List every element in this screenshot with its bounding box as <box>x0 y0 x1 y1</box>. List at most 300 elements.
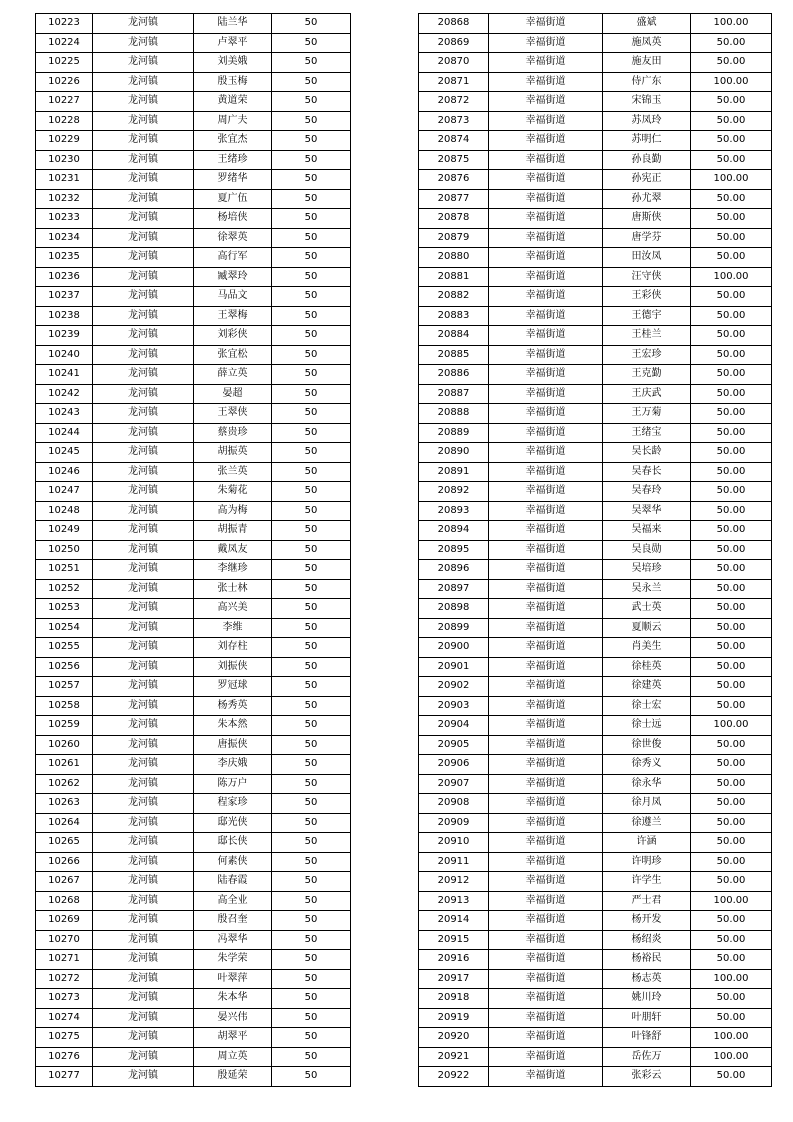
town-cell: 龙河镇 <box>93 677 194 697</box>
table-row <box>36 209 351 229</box>
person-name-cell: 徐士远 <box>603 716 691 736</box>
town-cell: 龙河镇 <box>93 1008 194 1028</box>
serial-number-cell: 20898 <box>419 599 489 619</box>
person-name-cell: 晏超 <box>194 384 272 404</box>
serial-number-cell: 10274 <box>36 1008 93 1028</box>
person-name-cell: 罗绪华 <box>194 170 272 190</box>
town-cell: 幸福街道 <box>489 33 603 53</box>
serial-number-cell: 10240 <box>36 345 93 365</box>
person-name-cell: 杨培侠 <box>194 209 272 229</box>
person-name-cell: 汪守侠 <box>603 267 691 287</box>
amount-cell: 50 <box>272 306 351 326</box>
person-name-cell: 晏兴伟 <box>194 1008 272 1028</box>
table-row <box>36 189 351 209</box>
table-row <box>419 833 772 853</box>
town-cell: 龙河镇 <box>93 384 194 404</box>
amount-cell: 100.00 <box>691 72 772 92</box>
town-cell: 龙河镇 <box>93 560 194 580</box>
person-name-cell: 武士英 <box>603 599 691 619</box>
town-cell: 幸福街道 <box>489 579 603 599</box>
town-cell: 龙河镇 <box>93 696 194 716</box>
amount-cell: 50.00 <box>691 131 772 151</box>
amount-cell: 50.00 <box>691 813 772 833</box>
person-name-cell: 杨志英 <box>603 969 691 989</box>
town-cell: 龙河镇 <box>93 150 194 170</box>
amount-cell: 50 <box>272 1047 351 1067</box>
amount-cell: 50.00 <box>691 950 772 970</box>
amount-cell: 50.00 <box>691 794 772 814</box>
amount-cell: 50 <box>272 755 351 775</box>
serial-number-cell: 20880 <box>419 248 489 268</box>
serial-number-cell: 10250 <box>36 540 93 560</box>
person-name-cell: 王德宇 <box>603 306 691 326</box>
town-cell: 龙河镇 <box>93 657 194 677</box>
serial-number-cell: 20914 <box>419 911 489 931</box>
serial-number-cell: 20910 <box>419 833 489 853</box>
person-name-cell: 邸光侠 <box>194 813 272 833</box>
amount-cell: 50 <box>272 560 351 580</box>
table-row <box>36 930 351 950</box>
person-name-cell: 严士君 <box>603 891 691 911</box>
person-name-cell: 李庆娥 <box>194 755 272 775</box>
table-row <box>419 774 772 794</box>
table-row <box>36 599 351 619</box>
table-row <box>36 150 351 170</box>
table-row <box>36 989 351 1009</box>
serial-number-cell: 20909 <box>419 813 489 833</box>
amount-cell: 100.00 <box>691 1028 772 1048</box>
person-name-cell: 张宜松 <box>194 345 272 365</box>
amount-cell: 50.00 <box>691 404 772 424</box>
serial-number-cell: 10256 <box>36 657 93 677</box>
town-cell: 幸福街道 <box>489 248 603 268</box>
amount-cell: 50.00 <box>691 423 772 443</box>
amount-cell: 50 <box>272 677 351 697</box>
town-cell: 幸福街道 <box>489 618 603 638</box>
person-name-cell: 吴春玲 <box>603 482 691 502</box>
person-name-cell: 姚川玲 <box>603 989 691 1009</box>
person-name-cell: 夏广伍 <box>194 189 272 209</box>
town-cell: 龙河镇 <box>93 774 194 794</box>
person-name-cell: 许涵 <box>603 833 691 853</box>
amount-cell: 50.00 <box>691 599 772 619</box>
amount-cell: 50 <box>272 852 351 872</box>
person-name-cell: 张彩云 <box>603 1067 691 1087</box>
town-cell: 幸福街道 <box>489 267 603 287</box>
table-row <box>36 833 351 853</box>
table-row <box>419 677 772 697</box>
serial-number-cell: 10261 <box>36 755 93 775</box>
table-row <box>36 950 351 970</box>
table-row <box>36 774 351 794</box>
person-name-cell: 唐斯侠 <box>603 209 691 229</box>
person-name-cell: 侍广东 <box>603 72 691 92</box>
town-cell: 龙河镇 <box>93 92 194 112</box>
person-name-cell: 许学生 <box>603 872 691 892</box>
table-row <box>36 53 351 73</box>
town-cell: 幸福街道 <box>489 228 603 248</box>
serial-number-cell: 20892 <box>419 482 489 502</box>
serial-number-cell: 10231 <box>36 170 93 190</box>
table-row <box>419 228 772 248</box>
person-name-cell: 刘存柱 <box>194 638 272 658</box>
serial-number-cell: 20871 <box>419 72 489 92</box>
serial-number-cell: 10242 <box>36 384 93 404</box>
serial-number-cell: 10228 <box>36 111 93 131</box>
table-row <box>419 950 772 970</box>
serial-number-cell: 10227 <box>36 92 93 112</box>
table-row <box>36 872 351 892</box>
table-row <box>419 72 772 92</box>
table-row <box>419 404 772 424</box>
table-row <box>419 92 772 112</box>
person-name-cell: 王翠梅 <box>194 306 272 326</box>
serial-number-cell: 20921 <box>419 1047 489 1067</box>
town-cell: 龙河镇 <box>93 53 194 73</box>
amount-cell: 50 <box>272 735 351 755</box>
table-row <box>419 599 772 619</box>
town-cell: 幸福街道 <box>489 657 603 677</box>
serial-number-cell: 20868 <box>419 14 489 34</box>
table-row <box>419 891 772 911</box>
serial-number-cell: 20903 <box>419 696 489 716</box>
town-cell: 幸福街道 <box>489 813 603 833</box>
amount-cell: 50.00 <box>691 638 772 658</box>
amount-cell: 50.00 <box>691 501 772 521</box>
table-row <box>419 696 772 716</box>
town-cell: 龙河镇 <box>93 14 194 34</box>
table-row <box>36 170 351 190</box>
town-cell: 幸福街道 <box>489 72 603 92</box>
serial-number-cell: 10236 <box>36 267 93 287</box>
person-name-cell: 殷玉梅 <box>194 72 272 92</box>
town-cell: 龙河镇 <box>93 462 194 482</box>
person-name-cell: 王桂兰 <box>603 326 691 346</box>
amount-cell: 50 <box>272 287 351 307</box>
amount-cell: 50 <box>272 638 351 658</box>
person-name-cell: 吴翠华 <box>603 501 691 521</box>
amount-cell: 50 <box>272 599 351 619</box>
table-row <box>419 33 772 53</box>
person-name-cell: 孙尤翠 <box>603 189 691 209</box>
table-row <box>36 716 351 736</box>
amount-cell: 50 <box>272 989 351 1009</box>
person-name-cell: 马品文 <box>194 287 272 307</box>
table-row <box>419 345 772 365</box>
person-name-cell: 朱本华 <box>194 989 272 1009</box>
amount-cell: 50 <box>272 443 351 463</box>
town-cell: 龙河镇 <box>93 911 194 931</box>
person-name-cell: 徐翠英 <box>194 228 272 248</box>
table-row <box>419 482 772 502</box>
table-row <box>36 1008 351 1028</box>
serial-number-cell: 10230 <box>36 150 93 170</box>
table-row <box>419 306 772 326</box>
amount-cell: 50 <box>272 248 351 268</box>
amount-cell: 50 <box>272 170 351 190</box>
town-cell: 龙河镇 <box>93 794 194 814</box>
table-row <box>419 716 772 736</box>
town-cell: 幸福街道 <box>489 891 603 911</box>
amount-cell: 50.00 <box>691 92 772 112</box>
person-name-cell: 苏明仁 <box>603 131 691 151</box>
amount-cell: 50 <box>272 423 351 443</box>
serial-number-cell: 10266 <box>36 852 93 872</box>
amount-cell: 50.00 <box>691 1067 772 1087</box>
table-row <box>36 1047 351 1067</box>
amount-cell: 50 <box>272 501 351 521</box>
table-row <box>36 267 351 287</box>
serial-number-cell: 10258 <box>36 696 93 716</box>
table-row <box>419 618 772 638</box>
table-row <box>36 384 351 404</box>
table-row <box>419 501 772 521</box>
amount-cell: 50 <box>272 930 351 950</box>
person-name-cell: 高兴美 <box>194 599 272 619</box>
table-row <box>419 53 772 73</box>
person-name-cell: 陈万户 <box>194 774 272 794</box>
person-name-cell: 胡翠平 <box>194 1028 272 1048</box>
serial-number-cell: 10235 <box>36 248 93 268</box>
table-row <box>419 872 772 892</box>
serial-number-cell: 10239 <box>36 326 93 346</box>
serial-number-cell: 10270 <box>36 930 93 950</box>
town-cell: 龙河镇 <box>93 716 194 736</box>
person-name-cell: 徐月凤 <box>603 794 691 814</box>
person-name-cell: 夏顺云 <box>603 618 691 638</box>
serial-number-cell: 20894 <box>419 521 489 541</box>
table-row <box>36 677 351 697</box>
table-row <box>419 14 772 34</box>
serial-number-cell: 10247 <box>36 482 93 502</box>
town-cell: 龙河镇 <box>93 170 194 190</box>
serial-number-cell: 20906 <box>419 755 489 775</box>
town-cell: 龙河镇 <box>93 33 194 53</box>
table-row <box>419 209 772 229</box>
serial-number-cell: 20913 <box>419 891 489 911</box>
serial-number-cell: 10268 <box>36 891 93 911</box>
serial-number-cell: 10237 <box>36 287 93 307</box>
person-name-cell: 王彩侠 <box>603 287 691 307</box>
table-row <box>419 852 772 872</box>
amount-cell: 50 <box>272 345 351 365</box>
amount-cell: 50.00 <box>691 677 772 697</box>
town-cell: 幸福街道 <box>489 755 603 775</box>
town-cell: 幸福街道 <box>489 560 603 580</box>
amount-cell: 50 <box>272 950 351 970</box>
left-subsidy-table <box>35 13 351 1087</box>
table-row <box>36 443 351 463</box>
serial-number-cell: 20918 <box>419 989 489 1009</box>
serial-number-cell: 20887 <box>419 384 489 404</box>
person-name-cell: 宋锦玉 <box>603 92 691 112</box>
town-cell: 幸福街道 <box>489 404 603 424</box>
person-name-cell: 臧翠玲 <box>194 267 272 287</box>
right-subsidy-table <box>418 13 772 1087</box>
amount-cell: 50.00 <box>691 833 772 853</box>
town-cell: 幸福街道 <box>489 1047 603 1067</box>
town-cell: 幸福街道 <box>489 326 603 346</box>
serial-number-cell: 10276 <box>36 1047 93 1067</box>
town-cell: 幸福街道 <box>489 833 603 853</box>
person-name-cell: 朱菊花 <box>194 482 272 502</box>
town-cell: 幸福街道 <box>489 53 603 73</box>
person-name-cell: 徐遵兰 <box>603 813 691 833</box>
serial-number-cell: 20919 <box>419 1008 489 1028</box>
serial-number-cell: 20872 <box>419 92 489 112</box>
table-row <box>419 170 772 190</box>
serial-number-cell: 20891 <box>419 462 489 482</box>
amount-cell: 50.00 <box>691 852 772 872</box>
amount-cell: 50.00 <box>691 111 772 131</box>
town-cell: 龙河镇 <box>93 1028 194 1048</box>
person-name-cell: 唐学芬 <box>603 228 691 248</box>
town-cell: 龙河镇 <box>93 443 194 463</box>
person-name-cell: 高全业 <box>194 891 272 911</box>
serial-number-cell: 20911 <box>419 852 489 872</box>
person-name-cell: 吴培珍 <box>603 560 691 580</box>
table-row <box>36 131 351 151</box>
serial-number-cell: 10251 <box>36 560 93 580</box>
town-cell: 幸福街道 <box>489 131 603 151</box>
town-cell: 龙河镇 <box>93 111 194 131</box>
amount-cell: 50.00 <box>691 735 772 755</box>
table-row <box>419 131 772 151</box>
town-cell: 幸福街道 <box>489 345 603 365</box>
town-cell: 龙河镇 <box>93 404 194 424</box>
table-row <box>36 911 351 931</box>
person-name-cell: 周立英 <box>194 1047 272 1067</box>
table-row <box>36 852 351 872</box>
amount-cell: 50.00 <box>691 150 772 170</box>
serial-number-cell: 10272 <box>36 969 93 989</box>
amount-cell: 50.00 <box>691 189 772 209</box>
table-row <box>36 794 351 814</box>
table-row <box>36 72 351 92</box>
person-name-cell: 王万菊 <box>603 404 691 424</box>
serial-number-cell: 10262 <box>36 774 93 794</box>
town-cell: 幸福街道 <box>489 462 603 482</box>
serial-number-cell: 20870 <box>419 53 489 73</box>
serial-number-cell: 10224 <box>36 33 93 53</box>
table-row <box>36 326 351 346</box>
person-name-cell: 胡振英 <box>194 443 272 463</box>
serial-number-cell: 20881 <box>419 267 489 287</box>
person-name-cell: 王克勤 <box>603 365 691 385</box>
serial-number-cell: 20912 <box>419 872 489 892</box>
town-cell: 幸福街道 <box>489 170 603 190</box>
serial-number-cell: 20908 <box>419 794 489 814</box>
person-name-cell: 王绪宝 <box>603 423 691 443</box>
table-row <box>36 540 351 560</box>
amount-cell: 50.00 <box>691 755 772 775</box>
serial-number-cell: 10275 <box>36 1028 93 1048</box>
serial-number-cell: 10271 <box>36 950 93 970</box>
town-cell: 幸福街道 <box>489 794 603 814</box>
town-cell: 龙河镇 <box>93 950 194 970</box>
person-name-cell: 孙宪正 <box>603 170 691 190</box>
person-name-cell: 张士林 <box>194 579 272 599</box>
serial-number-cell: 20889 <box>419 423 489 443</box>
town-cell: 幸福街道 <box>489 1008 603 1028</box>
amount-cell: 50 <box>272 1067 351 1087</box>
serial-number-cell: 10249 <box>36 521 93 541</box>
serial-number-cell: 10259 <box>36 716 93 736</box>
amount-cell: 50 <box>272 14 351 34</box>
table-row <box>36 423 351 443</box>
table-row <box>419 638 772 658</box>
serial-number-cell: 20879 <box>419 228 489 248</box>
person-name-cell: 徐秀义 <box>603 755 691 775</box>
town-cell: 幸福街道 <box>489 677 603 697</box>
amount-cell: 50.00 <box>691 287 772 307</box>
town-cell: 幸福街道 <box>489 950 603 970</box>
amount-cell: 100.00 <box>691 170 772 190</box>
serial-number-cell: 10232 <box>36 189 93 209</box>
person-name-cell: 朱学荣 <box>194 950 272 970</box>
person-name-cell: 王翠侠 <box>194 404 272 424</box>
serial-number-cell: 20890 <box>419 443 489 463</box>
town-cell: 龙河镇 <box>93 482 194 502</box>
amount-cell: 50 <box>272 267 351 287</box>
table-row <box>419 657 772 677</box>
table-row <box>36 287 351 307</box>
amount-cell: 50 <box>272 813 351 833</box>
serial-number-cell: 10260 <box>36 735 93 755</box>
amount-cell: 50 <box>272 657 351 677</box>
serial-number-cell: 10229 <box>36 131 93 151</box>
town-cell: 龙河镇 <box>93 579 194 599</box>
town-cell: 幸福街道 <box>489 1028 603 1048</box>
person-name-cell: 徐世俊 <box>603 735 691 755</box>
serial-number-cell: 20896 <box>419 560 489 580</box>
table-row <box>36 14 351 34</box>
serial-number-cell: 20904 <box>419 716 489 736</box>
amount-cell: 50.00 <box>691 540 772 560</box>
person-name-cell: 杨绍炎 <box>603 930 691 950</box>
serial-number-cell: 10277 <box>36 1067 93 1087</box>
town-cell: 幸福街道 <box>489 638 603 658</box>
amount-cell: 50 <box>272 92 351 112</box>
town-cell: 龙河镇 <box>93 735 194 755</box>
person-name-cell: 叶锋舒 <box>603 1028 691 1048</box>
town-cell: 龙河镇 <box>93 930 194 950</box>
serial-number-cell: 10252 <box>36 579 93 599</box>
serial-number-cell: 20875 <box>419 150 489 170</box>
amount-cell: 50.00 <box>691 228 772 248</box>
amount-cell: 50 <box>272 111 351 131</box>
amount-cell: 50 <box>272 209 351 229</box>
table-row <box>36 638 351 658</box>
amount-cell: 50 <box>272 540 351 560</box>
serial-number-cell: 20920 <box>419 1028 489 1048</box>
person-name-cell: 徐士宏 <box>603 696 691 716</box>
amount-cell: 50 <box>272 404 351 424</box>
town-cell: 幸福街道 <box>489 365 603 385</box>
town-cell: 幸福街道 <box>489 540 603 560</box>
amount-cell: 50 <box>272 326 351 346</box>
serial-number-cell: 20907 <box>419 774 489 794</box>
person-name-cell: 刘美娥 <box>194 53 272 73</box>
table-row <box>419 911 772 931</box>
person-name-cell: 肖美生 <box>603 638 691 658</box>
person-name-cell: 吴良勋 <box>603 540 691 560</box>
town-cell: 幸福街道 <box>489 989 603 1009</box>
person-name-cell: 张宜杰 <box>194 131 272 151</box>
town-cell: 幸福街道 <box>489 306 603 326</box>
serial-number-cell: 10238 <box>36 306 93 326</box>
table-row <box>36 657 351 677</box>
